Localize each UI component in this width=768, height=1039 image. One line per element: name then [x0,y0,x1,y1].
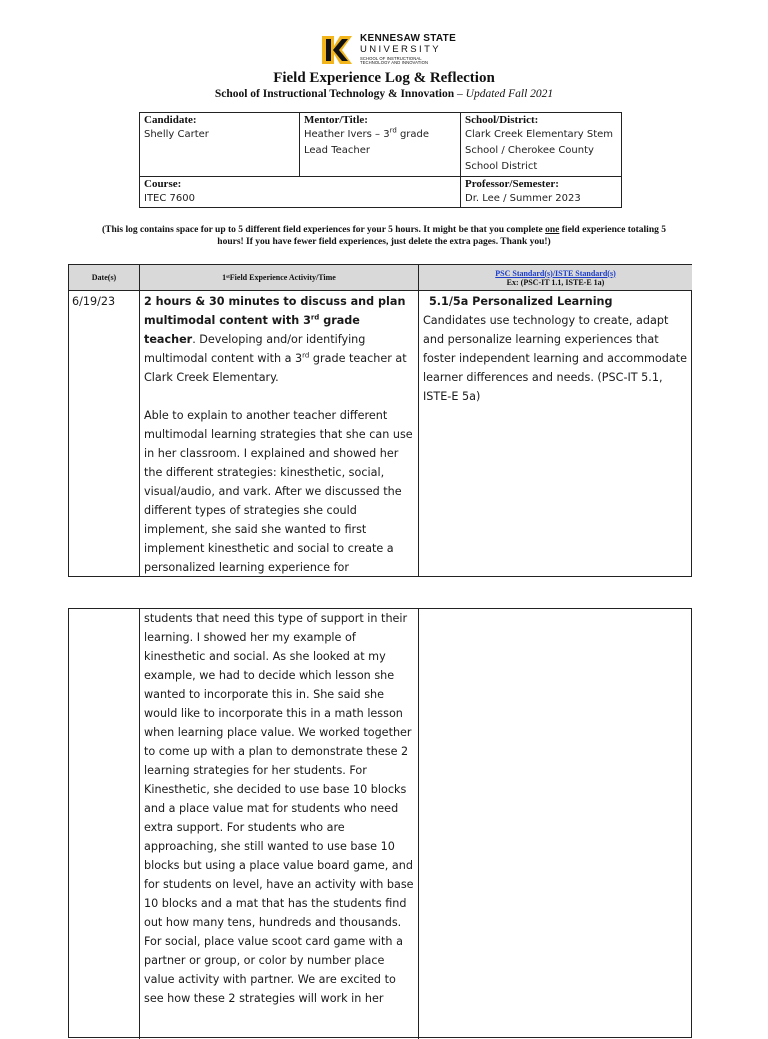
note-part2: field experience totaling 5 hours! If you have fewer field experiences, just delete the extra pages. Thank you!) [217,225,666,247]
activity-bold-a: 2 hours & 30 minutes to discuss and plan multimodal content with 3 [144,295,406,327]
activity-p1b: grade teacher at Clark Creek Elementary. [144,352,407,384]
field-log-table-continued [68,608,692,1038]
note-underlined: one [545,225,560,235]
subtitle-separator: – [454,88,466,100]
activity-paragraph-1 [144,292,414,387]
activity-cell-continued: students that need this type of support in their learning. I showed her my example of kinesthetic and social. As she looked at my example, we had to decide which lesson she wanted to incorporate this in. She said she would like to incorporate this in a math lesson when learning place value. We worked together to come up with a plan to demonstrate these 2 learning strategies for her students. For Kinesthetic, she decided to use base 10 blocks and a place value mat for students who need extra support. For students who are approaching, she still wanted to use base 10 blocks but using a place value board game, and for students on level, have an activity with base 10 blocks and a mat that has the students find out how many tens, hundreds and thousands. For social, place value scoot card game with a partner or group, or color by number place value activity with partner. We are excited to see how these 2 strategies will work in her [140,609,419,1039]
subtitle-school: School of Instructional Technology & Innovation [214,88,455,100]
subtitle-updated: Updated Fall 2021 [465,88,554,100]
info-table [139,112,622,208]
activity-cell [140,291,419,577]
school-cell [461,113,622,177]
header-activity: 1 st Field Experience Activity/Time [140,265,419,291]
date-cell-continued [69,609,140,1039]
standard-text: Candidates use technology to create, adapt and personalize learning experiences that foster independent learning and accommodate learner differences and needs. (PSC-IT 5.1, ISTE-E 5a) [423,314,687,403]
date-cell: 6/19/23 [69,291,140,577]
standard-example: Ex: (PSC-IT 1.1, ISTE-E 1a) [506,277,605,287]
professor-label: Professor/Semester: [465,178,559,190]
school-value-line3: School District [465,161,538,172]
standard-cell [419,291,692,577]
candidate-label: Candidate: [144,114,197,126]
course-label: Course: [144,178,182,190]
course-value: ITEC 7600 [144,193,195,204]
standard-cell-continued [419,609,692,1039]
activity-p1-sup: rd [302,351,310,360]
logo-line-3b: TECHNOLOGY AND INNOVATION [360,60,429,66]
course-cell [140,177,461,208]
activity-bold-b: grade teacher [144,314,360,346]
mentor-label: Mentor/Title: [304,114,368,126]
header-standard [419,265,692,291]
header-date: Date(s) [69,265,140,291]
logo-line-3a: SCHOOL OF INSTRUCTIONAL [360,55,422,61]
mentor-value-line2: Lead Teacher [304,145,370,156]
ksu-logo [320,34,456,66]
page-title: Field Experience Log & Reflection [273,70,495,86]
mentor-value-sup: rd [389,126,397,135]
field-log-table [68,264,692,577]
note-part1: (This log contains space for up to 5 different field experiences for your 5 hours. It might be that you complete [102,225,546,235]
mentor-cell [300,113,461,177]
school-value-line1: Clark Creek Elementary Stem [465,129,614,140]
logo-line-2: UNIVERSITY [360,44,442,56]
professor-cell [461,177,622,208]
ksu-logo-mark-icon [320,34,354,66]
candidate-cell [140,113,300,177]
standard-title: 5.1/5a Personalized Learning [429,295,613,308]
instructions-note [90,224,678,248]
school-value-line2: School / Cherokee County [465,145,594,156]
school-label: School/District: [465,114,539,126]
mentor-value [304,127,456,143]
mentor-value-a: Heather Ivers – 3 [304,129,390,140]
activity-bold-sup: rd [310,313,320,322]
professor-value: Dr. Lee / Summer 2023 [465,193,581,204]
activity-paragraph-2: Able to explain to another teacher different multimodal learning strategies that she can use in her classroom. I explained and showed her the different strategies: kinesthetic, social, visual/audio, and vark. After we discussed the different types of strategies she could implement, she said she wanted to first implement kinesthetic and social to create a personalized learning experience for [144,409,413,574]
mentor-value-b: grade [396,129,430,140]
psc-standard-link[interactable]: PSC Standard(s)/ISTE Standard(s) [495,268,616,278]
page-subtitle [0,88,768,100]
ksu-logo-text [360,34,456,66]
logo-line-1: KENNESAW STATE [360,33,457,45]
activity-p1a: . Developing and/or identifying multimodal content with a 3 [144,333,366,365]
header-activity-text: Field Experience Activity/Time [229,273,336,282]
header-activity-num: 1 [222,273,227,282]
candidate-value: Shelly Carter [144,129,209,140]
